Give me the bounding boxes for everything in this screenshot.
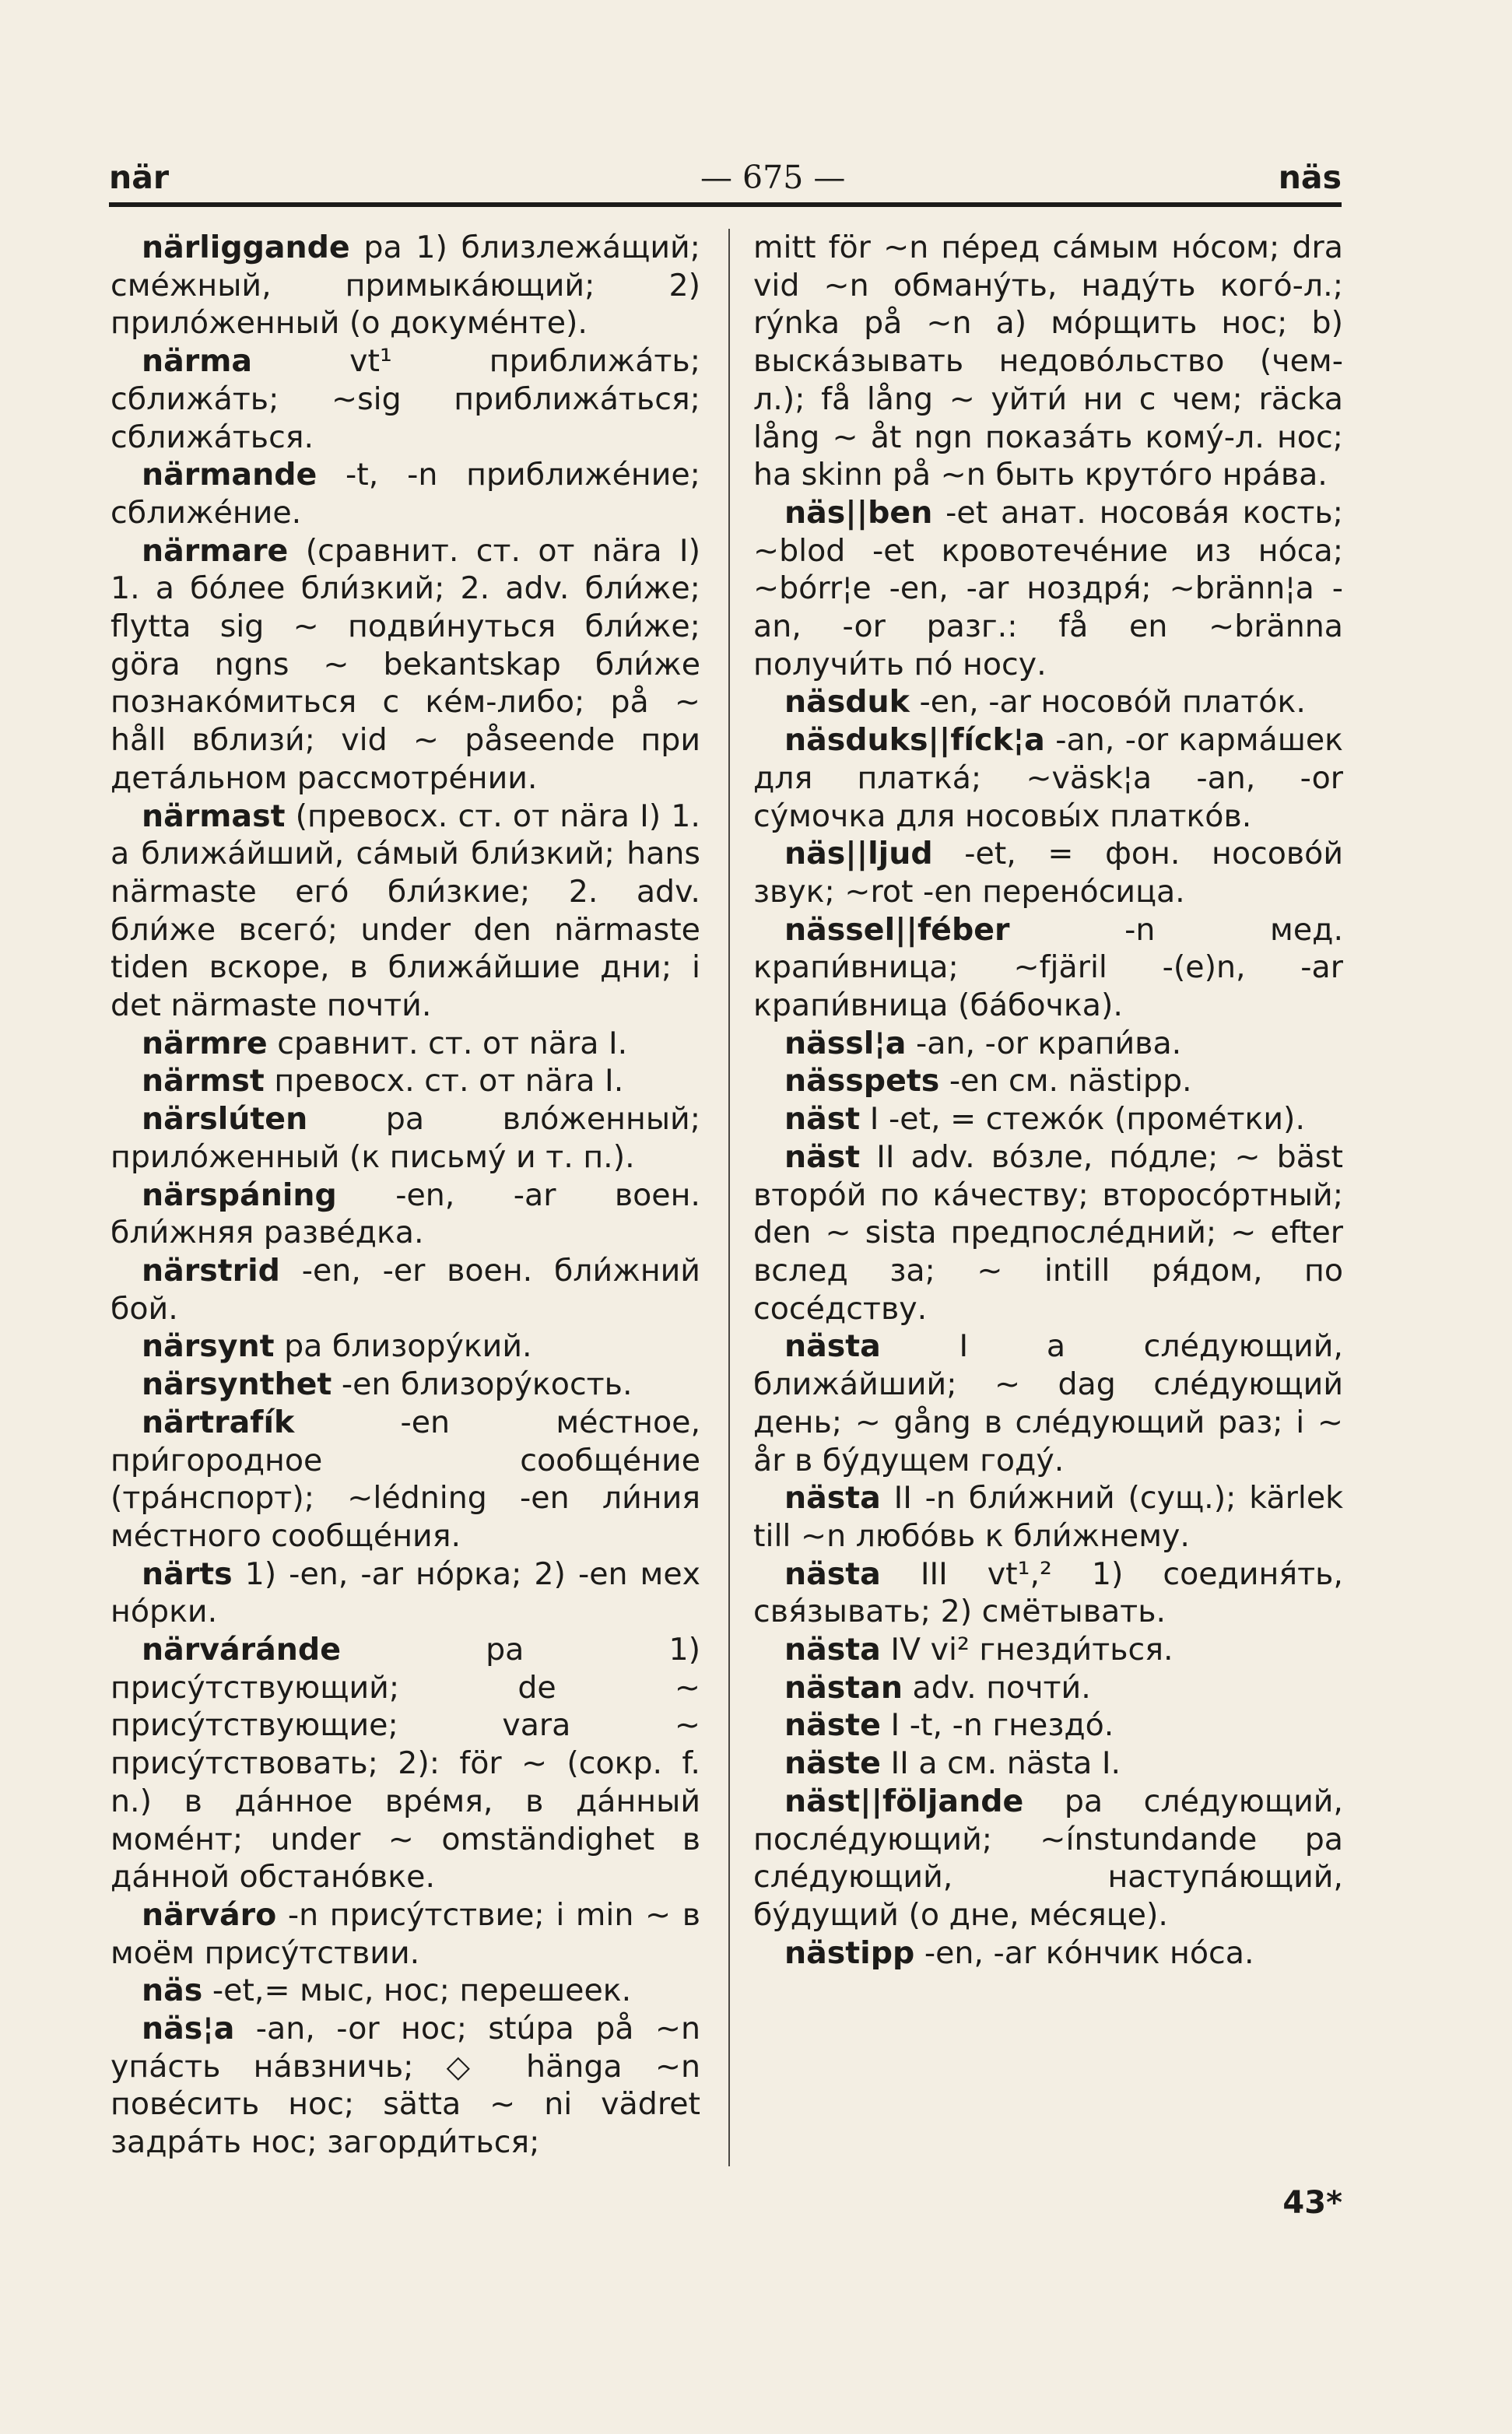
- entry-definition: II adv. во́зле, по́дле; ~ bäst второ́й по ка́честву; второсо́ртный; den ~ sista предпосле́дний; ~ efter вслед за; ~ intill ря́дом, по сосе́дству.: [753, 1138, 1343, 1327]
- dictionary-entry: [753, 835, 1343, 910]
- dictionary-entry: [753, 494, 1343, 684]
- dictionary-entry: [753, 721, 1343, 835]
- entry-definition: -n прису́тствие; i min ~ в моём прису́тствии.: [111, 1896, 700, 1971]
- entry-definition: mitt för ~n пе́ред са́мым но́сом; dra vid ~n обману́ть, наду́ть кого́-л.; rýnka på ~n a) мо́рщить нос; b) выска́зывать недово́льство (чем-л.); få lång ~ уйти́ ни с чем; räcka lång ~ åt ngn показа́ть кому́-л. нос; ha skinn på ~n быть круто́го нра́ва.: [753, 230, 1343, 493]
- entry-definition: pa 1) прису́тствующий; de ~ прису́тствующие; vara ~ прису́тствовать; 2): för ~ (сокр. f. n.) в да́нное вре́мя, в да́нный моме́нт; under ~ omständighet в да́нной обстано́вке.: [111, 1632, 700, 1896]
- dictionary-entry: [753, 1138, 1343, 1328]
- entry-definition: -et,= мыс, нос; перешеек.: [212, 1973, 632, 2009]
- dictionary-entry: [753, 1100, 1343, 1138]
- headword: närslúten: [142, 1101, 308, 1138]
- dictionary-entry: [111, 1062, 700, 1100]
- headword: närmare: [142, 532, 289, 569]
- headword: nästa: [784, 1632, 881, 1668]
- dictionary-entry: [753, 1555, 1343, 1631]
- entry-definition: II -n бли́жний (сущ.); kärlek till ~n любо́вь к бли́жнему.: [753, 1480, 1343, 1554]
- headword: närsynt: [142, 1328, 275, 1365]
- dictionary-entry: [111, 342, 700, 456]
- page-header: [109, 153, 1342, 207]
- entry-definition: -en, -ar ко́нчик но́са.: [924, 1934, 1254, 1971]
- headword: närváránde: [142, 1632, 341, 1668]
- dictionary-entry: [111, 1972, 700, 2010]
- headword: näsduk: [784, 684, 910, 721]
- entry-definition: vt¹ приближа́ть; сближа́ть; ~sig приближа́ться; сближа́ться.: [111, 343, 700, 455]
- headword: närliggande: [142, 230, 350, 265]
- dictionary-entry: [111, 532, 700, 798]
- headword: nässl¦a: [784, 1025, 907, 1061]
- entry-definition: -an, -or крапи́ва.: [915, 1025, 1182, 1061]
- dictionary-entry: [753, 1745, 1343, 1783]
- dictionary-entry: [111, 1327, 700, 1366]
- signature-mark: 43*: [1282, 2185, 1342, 2221]
- headword: näst: [784, 1138, 861, 1175]
- entry-definition: -en, -er воен. бли́жний бой.: [111, 1252, 700, 1327]
- headword: närspáning: [142, 1177, 337, 1213]
- headword: närváro: [142, 1896, 277, 1933]
- dictionary-entry: [111, 798, 700, 1025]
- dictionary-entry: [753, 1934, 1343, 1973]
- headword: näsduks||fíck¦a: [784, 722, 1045, 759]
- headword: näst||följande: [784, 1783, 1024, 1819]
- left-column: [111, 229, 700, 2162]
- entry-definition: pa сле́дующий, после́дующий; ~ínstundande pa сле́дующий, наступа́ющий, бу́дущий (о дне, ме́сяце).: [753, 1783, 1343, 1933]
- headword: närmst: [142, 1063, 265, 1100]
- dictionary-entry: [753, 1327, 1343, 1479]
- headword: näs: [142, 1973, 203, 2009]
- dictionary-entry: [111, 1896, 700, 1972]
- headword: näst: [784, 1101, 861, 1138]
- headword: närma: [142, 343, 253, 380]
- entry-definition: -n мед. крапи́вница; ~fjäril -(e)n, -ar крапи́вница (ба́бочка).: [753, 911, 1343, 1024]
- entry-definition: pa близору́кий.: [284, 1328, 532, 1365]
- dictionary-entry: [753, 1669, 1343, 1707]
- headword: närmre: [142, 1025, 268, 1061]
- dictionary-entry: [753, 1631, 1343, 1669]
- entry-definition: III vt¹,² 1) соединя́ть, свя́зывать; 2) смётывать.: [753, 1555, 1343, 1630]
- entry-definition: -en см. nästipp.: [949, 1063, 1192, 1100]
- dictionary-entry: [111, 1177, 700, 1252]
- headword: näste: [784, 1707, 881, 1744]
- dictionary-entry: [111, 229, 700, 342]
- entry-definition: pa вло́женный; прило́женный (к письму́ и т. п.).: [111, 1101, 700, 1175]
- entry-definition: I -t, -n гнездо́.: [890, 1707, 1114, 1744]
- headword: nästa: [784, 1480, 881, 1517]
- entry-definition: IV vi² гнезди́ться.: [890, 1632, 1173, 1668]
- headword: näs||ben: [784, 494, 933, 531]
- entry-definition: -an, -or нос; stúpa på ~n упа́сть на́взничь; ◇ hänga ~n пове́сить нос; sätta ~ ni vädret задра́ть нос; загорди́ться;: [111, 2011, 701, 2161]
- dictionary-entry: [111, 2010, 700, 2162]
- dictionary-entry: [111, 1404, 700, 1555]
- dictionary-entry: [111, 1555, 700, 1631]
- dictionary-entry: [753, 229, 1343, 494]
- dictionary-entry: [753, 683, 1343, 721]
- entry-definition: (сравнит. ст. от nära I) 1. a бо́лее бли́зкий; 2. adv. бли́же; flytta sig ~ подви́нуться бли́же; göra ngns ~ bekantskap бли́же познако́миться с ке́м-либо; på ~ håll вблизи́; vid ~ påseende при дета́льном рассмотре́нии.: [111, 532, 700, 796]
- headword: närmande: [142, 457, 317, 493]
- headword: näste: [784, 1745, 881, 1782]
- headword: närstrid: [142, 1252, 280, 1289]
- entry-definition: -an, -or карма́шек для платка́; ~väsk¦a -an, -or су́мочка для носовы́х платко́в.: [753, 722, 1343, 834]
- dictionary-entry: [753, 911, 1343, 1025]
- entry-definition: II a см. nästa I.: [890, 1745, 1121, 1782]
- entry-definition: сравнит. ст. от nära I.: [277, 1025, 628, 1061]
- entry-definition: adv. почти́.: [912, 1669, 1091, 1706]
- dictionary-entry: [753, 1479, 1343, 1555]
- header-left-guide-word: när: [109, 159, 170, 196]
- headword: nässel||féber: [784, 911, 1010, 948]
- entry-definition: -en, -ar воен. бли́жняя разве́дка.: [111, 1177, 700, 1251]
- headword: nästa: [784, 1328, 881, 1365]
- headword: nästipp: [784, 1934, 915, 1971]
- dictionary-entry: [753, 1706, 1343, 1745]
- headword: näs||ljud: [784, 836, 933, 872]
- headword: nästa: [784, 1555, 881, 1592]
- headword: nässpets: [784, 1063, 940, 1100]
- right-column: [753, 229, 1343, 1972]
- headword: närmast: [142, 798, 286, 834]
- entry-definition: (превосх. ст. от nära I) 1. a ближа́йший, са́мый бли́зкий; hans närmaste его́ бли́зкие; 2. adv. бли́же всего́; under den närmaste tiden вскоре, в ближа́йшие дни; i det närmaste почти́.: [111, 798, 700, 1024]
- entry-definition: -et, = фон. носово́й звук; ~rot -en перено́сица.: [753, 836, 1343, 910]
- headword: nästan: [784, 1669, 903, 1706]
- entry-definition: -en ме́стное, при́городное сообще́ние (тра́нспорт); ~lédning -en ли́ния ме́стного сообще́ния.: [111, 1404, 700, 1554]
- dictionary-entry: [753, 1783, 1343, 1934]
- column-divider: [728, 229, 730, 2166]
- header-right-guide-word: näs: [1278, 159, 1342, 196]
- entry-definition: 1) -en, -ar но́рка; 2) -en мех но́рки.: [111, 1555, 701, 1630]
- entry-definition: -en, -ar носово́й плато́к.: [919, 684, 1306, 721]
- dictionary-entry: [111, 1100, 700, 1176]
- entry-definition: I -et, = стежо́к (проме́тки).: [869, 1101, 1306, 1138]
- page-number: — 675 —: [700, 159, 846, 196]
- entry-definition: pa 1) близлежа́щий; сме́жный, примыка́ющий; 2) прило́женный (о докуме́нте).: [111, 230, 700, 342]
- entry-definition: превосх. ст. от nära I.: [274, 1063, 624, 1100]
- entry-definition: -et анат. носова́я кость; ~blod -et кровотече́ние из но́са; ~bórr¦e -en, -ar ноздря́; ~bränn¦a -an, -or разг.: få en ~bränna получи́ть по́ носу.: [753, 494, 1343, 682]
- headword: närts: [142, 1555, 233, 1592]
- entry-definition: -en близору́кость.: [341, 1366, 633, 1403]
- headword: näs¦a: [142, 2011, 235, 2047]
- dictionary-entry: [111, 1252, 700, 1327]
- entry-definition: -t, -n приближе́ние; сближе́ние.: [111, 457, 700, 531]
- headword: närsynthet: [142, 1366, 332, 1403]
- dictionary-entry: [111, 1366, 700, 1404]
- dictionary-entry: [753, 1062, 1343, 1100]
- entry-definition: I a сле́дующий, ближа́йший; ~ dag сле́дующий день; ~ gång в сле́дующий раз; i ~ år в бу́дущем году́.: [753, 1328, 1343, 1478]
- dictionary-entry: [753, 1025, 1343, 1063]
- dictionary-entry: [111, 456, 700, 531]
- headword: närtrafík: [142, 1404, 295, 1440]
- dictionary-entry: [111, 1025, 700, 1063]
- dictionary-entry: [111, 1631, 700, 1896]
